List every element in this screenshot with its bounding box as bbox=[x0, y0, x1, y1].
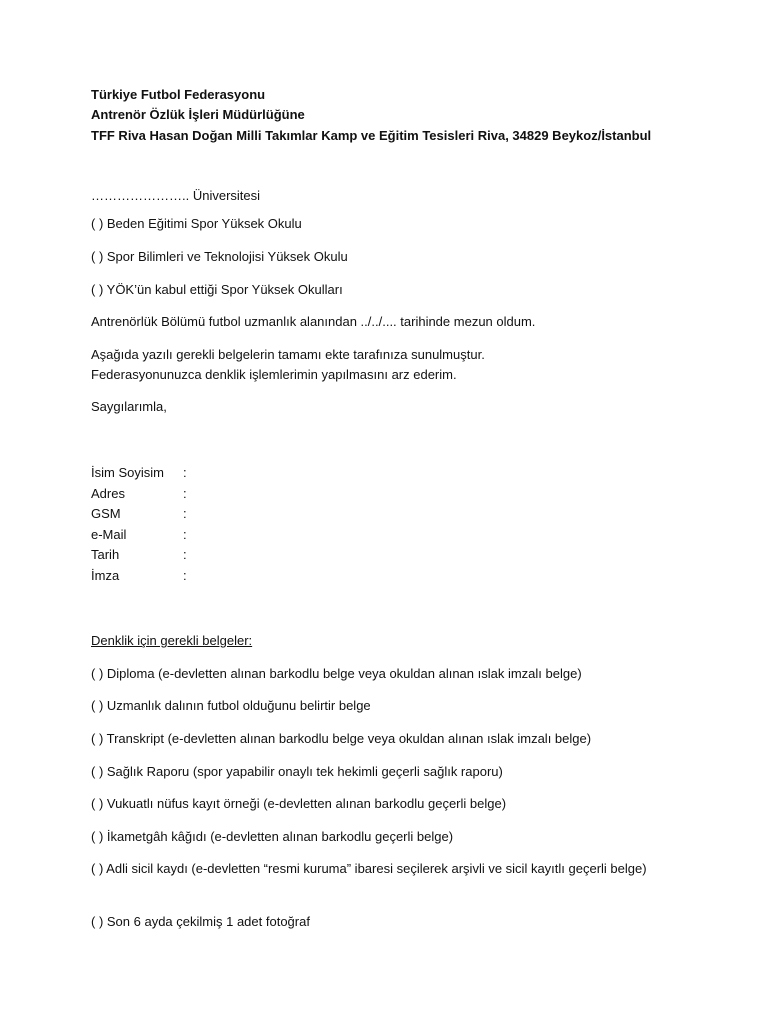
document-item-residence: ( ) İkametgâh kâğıdı (e-devletten alınan barkodlu geçerli belge) bbox=[91, 829, 454, 844]
graduation-statement: Antrenörlük Bölümü futbol uzmanlık alanından ../../.... tarihinde mezun oldum. bbox=[91, 314, 536, 329]
document-item-photo: ( ) Son 6 ayda çekilmiş 1 adet fotoğraf bbox=[91, 914, 310, 929]
field-colon: : bbox=[183, 486, 187, 501]
school-option-2: ( ) Spor Bilimleri ve Teknolojisi Yüksek Okulu bbox=[91, 249, 348, 264]
document-item-diploma: ( ) Diploma (e-devletten alınan barkodlu belge veya okuldan alınan ıslak imzalı belge) bbox=[91, 666, 582, 681]
document-item-criminal-record: ( ) Adli sicil kaydı (e-devletten “resmi kuruma” ibaresi seçilerek arşivli ve sicil kayıtlı geçerli belge) bbox=[91, 861, 647, 876]
field-colon: : bbox=[183, 506, 187, 521]
school-option-1: ( ) Beden Eğitimi Spor Yüksek Okulu bbox=[91, 216, 302, 231]
field-address bbox=[91, 485, 291, 503]
field-label: GSM bbox=[91, 506, 121, 521]
field-signature bbox=[91, 567, 291, 585]
field-gsm bbox=[91, 505, 291, 523]
document-item-specialization: ( ) Uzmanlık dalının futbol olduğunu belirtir belge bbox=[91, 698, 371, 713]
field-label: İmza bbox=[91, 568, 120, 583]
closing-salutation: Saygılarımla, bbox=[91, 399, 167, 414]
recipient-address: TFF Riva Hasan Doğan Milli Takımlar Kamp ve Eğitim Tesisleri Riva, 34829 Beykoz/İstanbul bbox=[91, 128, 652, 143]
document-item-health-report: ( ) Sağlık Raporu (spor yapabilir onaylı tek hekimli geçerli sağlık raporu) bbox=[91, 764, 503, 779]
field-colon: : bbox=[183, 568, 187, 583]
document-item-transcript: ( ) Transkript (e-devletten alınan barkodlu belge veya okuldan alınan ıslak imzalı belge) bbox=[91, 731, 592, 746]
recipient-line-1: Türkiye Futbol Federasyonu bbox=[91, 87, 266, 102]
recipient-line-2: Antrenör Özlük İşleri Müdürlüğüne bbox=[91, 107, 305, 122]
field-label: Tarih bbox=[91, 547, 120, 562]
university-line: ………………….. Üniversitesi bbox=[91, 188, 261, 203]
school-option-3: ( ) YÖK’ün kabul ettiği Spor Yüksek Okulları bbox=[91, 282, 343, 297]
field-name bbox=[91, 464, 291, 482]
document-item-registry: ( ) Vukuatlı nüfus kayıt örneği (e-devletten alınan barkodlu geçerli belge) bbox=[91, 796, 507, 811]
request-line-2: Federasyonunuzca denklik işlemlerimin yapılmasını arz ederim. bbox=[91, 367, 457, 382]
field-label: İsim Soyisim bbox=[91, 465, 164, 480]
field-date bbox=[91, 546, 291, 564]
field-label: Adres bbox=[91, 486, 125, 501]
request-line-1: Aşağıda yazılı gerekli belgelerin tamamı ekte tarafınıza sunulmuştur. bbox=[91, 347, 485, 362]
field-colon: : bbox=[183, 547, 187, 562]
field-email bbox=[91, 526, 291, 544]
field-colon: : bbox=[183, 465, 187, 480]
documents-heading: Denklik için gerekli belgeler: bbox=[91, 633, 253, 648]
field-label: e-Mail bbox=[91, 527, 127, 542]
field-colon: : bbox=[183, 527, 187, 542]
